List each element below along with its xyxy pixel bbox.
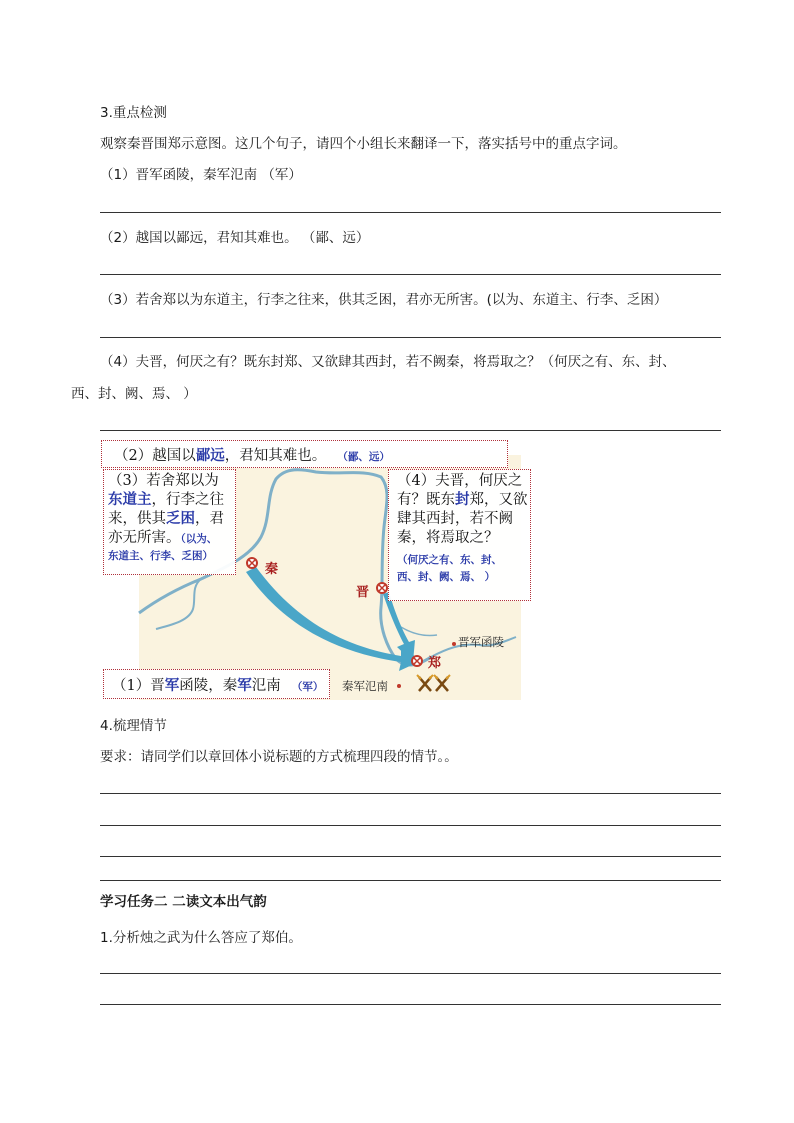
box3-note-1: （以为、 bbox=[180, 533, 218, 545]
callout-box-4 bbox=[388, 469, 531, 601]
box3-line1: （3）若舍郑以为 bbox=[108, 473, 219, 489]
box4-note-1: （何厌之有、东、封、 bbox=[397, 554, 502, 566]
callout-box-1 bbox=[103, 669, 330, 699]
callout-box-2 bbox=[101, 440, 508, 468]
zheng-marker bbox=[412, 656, 422, 666]
box1-keyword-2: 军 bbox=[237, 678, 252, 694]
label-qin-fannan: 秦军氾南 bbox=[342, 679, 388, 693]
question-1: （1）晋军函陵，秦军氾南 （军） bbox=[100, 167, 302, 183]
label-jin-hanling: 晋军函陵 bbox=[458, 635, 504, 649]
answer-line-3[interactable] bbox=[100, 337, 721, 338]
question-4-line2: 西、封、阙、焉、 ） bbox=[71, 386, 197, 402]
box3-note-2: 东道主、行李、乏困） bbox=[108, 550, 213, 562]
answer-line-7[interactable] bbox=[100, 856, 721, 857]
label-jin: 晋 bbox=[356, 585, 370, 600]
qin-marker bbox=[247, 558, 257, 568]
hanling-dot bbox=[452, 642, 456, 646]
box4-keyword: 封 bbox=[455, 492, 470, 508]
box1-text-1: （1）晋 bbox=[112, 678, 165, 694]
box1-keyword-1: 军 bbox=[164, 678, 180, 694]
question-3: （3）若舍郑以为东道主，行李之往来，供其乏困，君亦无所害。(以为、东道主、行李、乏困） bbox=[100, 292, 668, 308]
box2-note: （鄙、远） bbox=[337, 451, 390, 463]
label-qin: 秦 bbox=[265, 562, 279, 577]
box4-line2 bbox=[397, 491, 530, 510]
box4-line1: （4）夫晋，何厌之 bbox=[397, 473, 523, 489]
callout-box-3 bbox=[103, 469, 236, 575]
section4-heading: 4.梳理情节 bbox=[100, 718, 167, 734]
question-4-line1: （4）夫晋，何厌之有？既东封郑、又欲肆其西封，若不阙秦，将焉取之？（何厌之有、东、封、 bbox=[100, 354, 676, 370]
box2-text-2: ，君知其难也。 bbox=[224, 448, 327, 464]
task2-question-1: 1.分析烛之武为什么答应了郑伯。 bbox=[100, 930, 302, 946]
box3-line2-text: ，行李之往 bbox=[151, 492, 224, 508]
fannan-dot bbox=[397, 684, 401, 688]
label-zheng: 郑 bbox=[428, 656, 442, 671]
answer-line-5[interactable] bbox=[100, 793, 721, 794]
answer-line-10[interactable] bbox=[100, 1004, 721, 1005]
box4-line2-text-2: 郑，又欲 bbox=[469, 492, 528, 508]
section4-requirement: 要求：请同学们以章回体小说标题的方式梳理四段的情节。。 bbox=[100, 749, 458, 765]
task2-heading: 学习任务二 二读文本出气韵 bbox=[100, 894, 267, 910]
section3-intro: 观察秦晋围郑示意图。这几个句子，请四个小组长来翻译一下，落实括号中的重点字词。 bbox=[100, 136, 627, 152]
section3-heading: 3.重点检测 bbox=[100, 105, 167, 121]
box3-keyword-2: 乏困 bbox=[166, 511, 195, 527]
jin-marker bbox=[377, 583, 387, 593]
box2-keyword: 鄙远 bbox=[195, 448, 225, 464]
box1-note: （军） bbox=[291, 681, 324, 693]
box4-line4: 秦，将焉取之？ bbox=[397, 530, 499, 546]
box4-line2-text-1: 有？既东 bbox=[397, 492, 455, 508]
box3-keyword-1: 东道主 bbox=[108, 492, 152, 508]
answer-line-6[interactable] bbox=[100, 825, 721, 826]
answer-line-1[interactable] bbox=[100, 212, 721, 213]
box4-note-2: 西、封、阙、焉、 ） bbox=[397, 571, 496, 583]
answer-line-2[interactable] bbox=[100, 274, 721, 275]
box1-text-2: 函陵，秦 bbox=[179, 678, 238, 694]
box3-line4 bbox=[108, 529, 235, 548]
qin-jin-siege-map bbox=[101, 437, 528, 700]
box3-line2 bbox=[108, 491, 235, 510]
answer-line-8[interactable] bbox=[100, 880, 721, 881]
box4-line3: 肆其西封，若不阙 bbox=[397, 511, 513, 527]
answer-line-4[interactable] bbox=[100, 430, 721, 431]
answer-line-9[interactable] bbox=[100, 973, 721, 974]
question-2: （2）越国以鄙远，君知其难也。 （鄙、远） bbox=[100, 230, 370, 246]
box1-text-3: 氾南 bbox=[251, 678, 281, 694]
box2-text-1: （2）越国以 bbox=[114, 448, 196, 464]
box3-line3 bbox=[108, 510, 235, 529]
box3-line3-text-2: ，君 bbox=[195, 511, 224, 527]
box3-line4-text: 亦无所害。 bbox=[108, 530, 181, 546]
box3-line3-text-1: 来，供其 bbox=[108, 511, 166, 527]
